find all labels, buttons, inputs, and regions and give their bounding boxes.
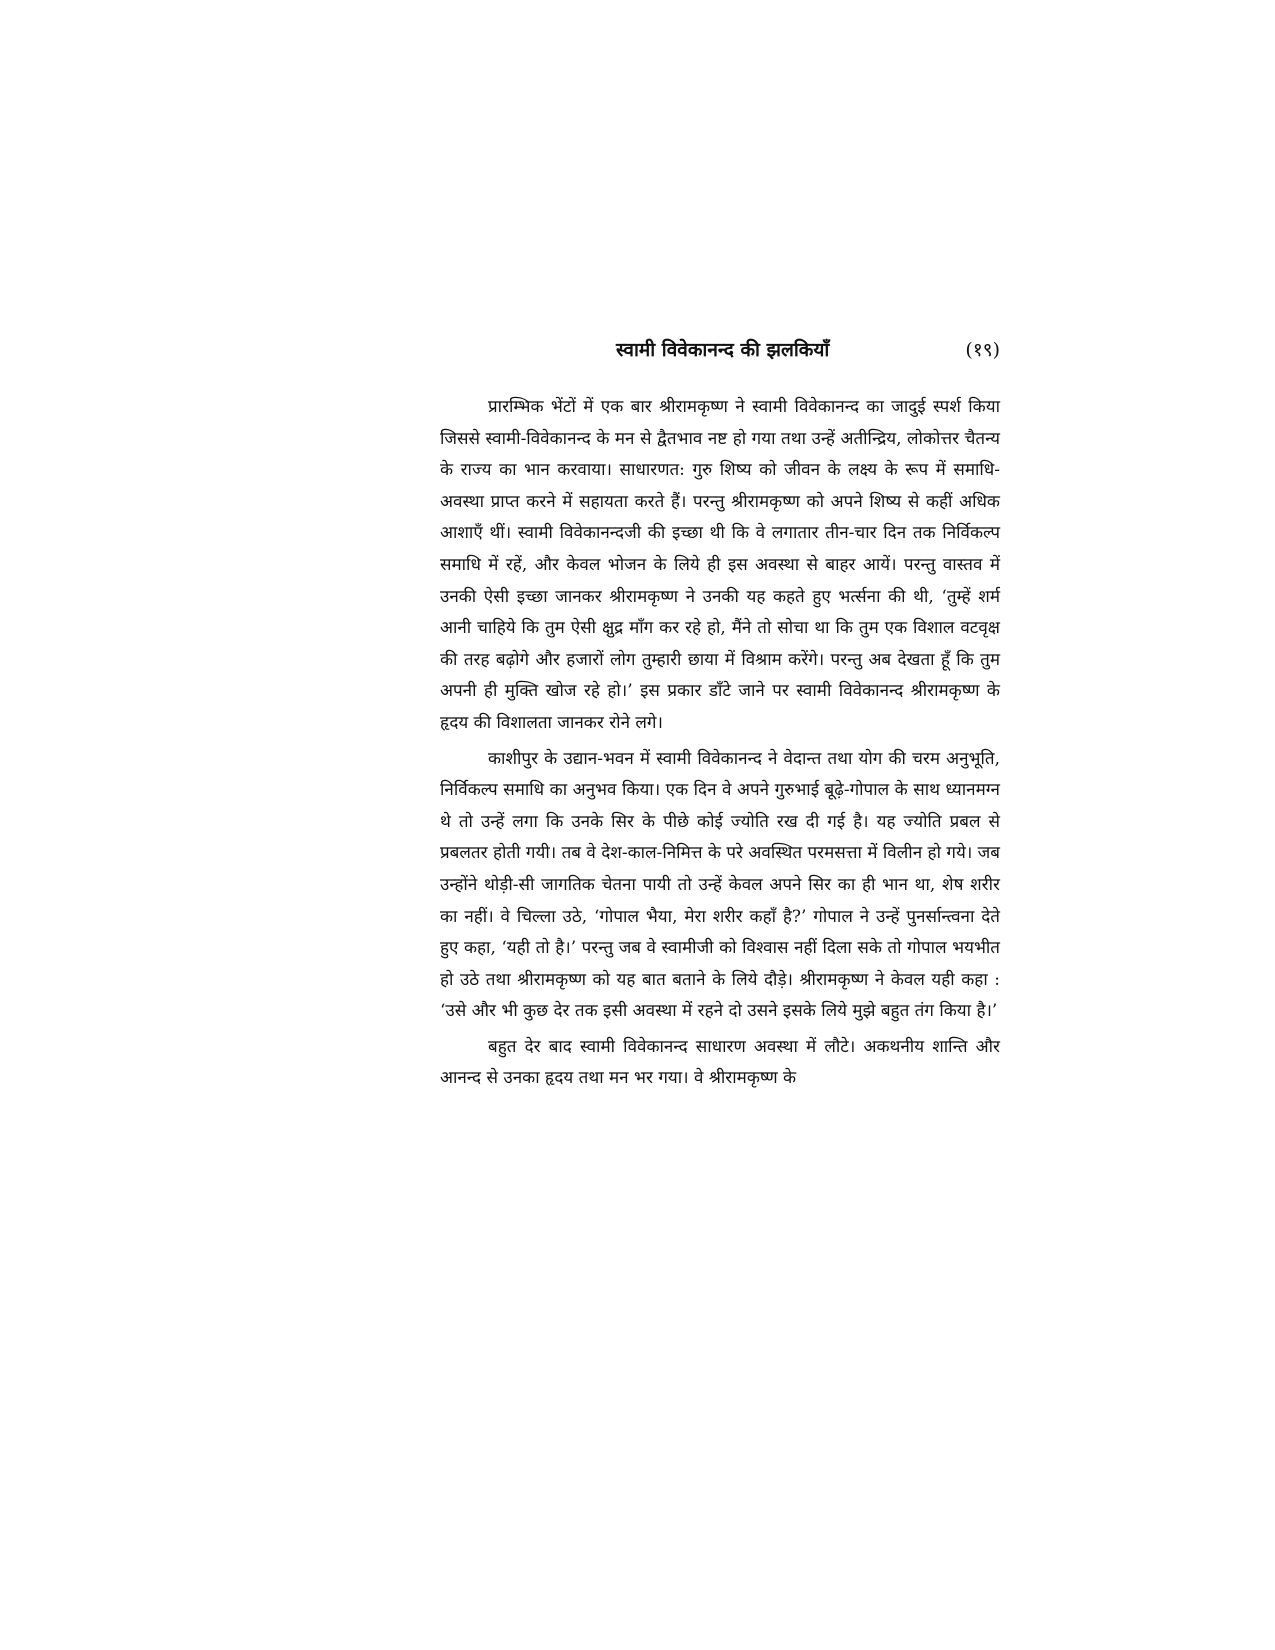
body-text xyxy=(440,392,1000,1099)
paragraph-3: बहुत देर बाद स्वामी विवेकानन्द साधारण अवस्था में लौटे। अकथनीय शान्ति और आनन्द से उनका हृदय तथा मन भर गया। वे श्रीरामकृष्ण के xyxy=(440,1036,1000,1089)
paragraph-2: काशीपुर के उद्यान-भवन में स्वामी विवेकानन्द ने वेदान्त तथा योग की चरम अनुभूति, निर्विकल्प समाधि का अनुभव किया। एक दिन वे अपने गुरुभाई बूढ़े-गोपाल के साथ ध्यानमग्न थे तो उन्हें लगा कि उनके सिर के पीछे कोई ज्योति रख दी गई है। यह ज्योति प्रबल से प्रबलतर होती गयी। तब वे देश-काल-निमित्त के परे अवस्थित परमसत्ता में विलीन हो गये। जब उन्होंने थोड़ी-सी जागतिक चेतना पायी तो उन्हें केवल अपने सिर का ही भान था, शेष शरीर का नहीं। वे चिल्ला उठे, ‘गोपाल भैया, मेरा शरीर कहाँ है?’ गोपाल ने उन्हें पुनर्सान्त्वना देते हुए कहा, ‘यही तो है।’ परन्तु जब वे स्वामीजी को विश्वास नहीं दिला सके तो गोपाल भयभीत हो उठे तथा श्रीरामकृष्ण को यह बात बताने के लिये दौड़े। श्रीरामकृष्ण ने केवल यही कहा : ‘उसे और भी कुछ देर तक इसी अवस्था में रहने दो उसने इसके लिये मुझे बहुत तंग किया है।’ xyxy=(440,748,1000,1022)
page-header xyxy=(440,336,1000,364)
paragraph-1: प्रारम्भिक भेंटों में एक बार श्रीरामकृष्ण ने स्वामी विवेकानन्द का जादुई स्पर्श किया जिससे स्वामी-विवेकानन्द के मन से द्वैतभाव नष्ट हो गया तथा उन्हें अतीन्द्रिय, लोकोत्तर चैतन्य के राज्य का भान करवाया। साधारणत: गुरु शिष्य को जीवन के लक्ष्य के रूप में समाधि-अवस्था प्राप्त करने में सहायता करते हैं। परन्तु श्रीरामकृष्ण को अपने शिष्य से कहीं अधिक आशाएँ थीं। स्वामी विवेकानन्दजी की इच्छा थी कि वे लगातार तीन-चार दिन तक निर्विकल्प समाधि में रहें, और केवल भोजन के लिये ही इस अवस्था से बाहर आयें। परन्तु वास्तव में उनकी ऐसी इच्छा जानकर श्रीरामकृष्ण ने उनकी यह कहते हुए भर्त्सना की थी, ‘तुम्हें शर्म आनी चाहिये कि तुम ऐसी क्षुद्र माँग कर रहे हो, मैंने तो सोचा था कि तुम एक विशाल वटवृक्ष की तरह बढ़ोगे और हजारों लोग तुम्हारी छाया में विश्राम करेंगे। परन्तु अब देखता हूँ कि तुम अपनी ही मुक्ति खोज रहे हो।’ इस प्रकार डाँटे जाने पर स्वामी विवेकानन्द श्रीरामकृष्ण के हृदय की विशालता जानकर रोने लगे। xyxy=(440,397,1000,733)
running-title: स्वामी विवेकानन्द की झलकियाँ xyxy=(616,339,830,361)
page-number: (१९) xyxy=(965,339,1000,361)
